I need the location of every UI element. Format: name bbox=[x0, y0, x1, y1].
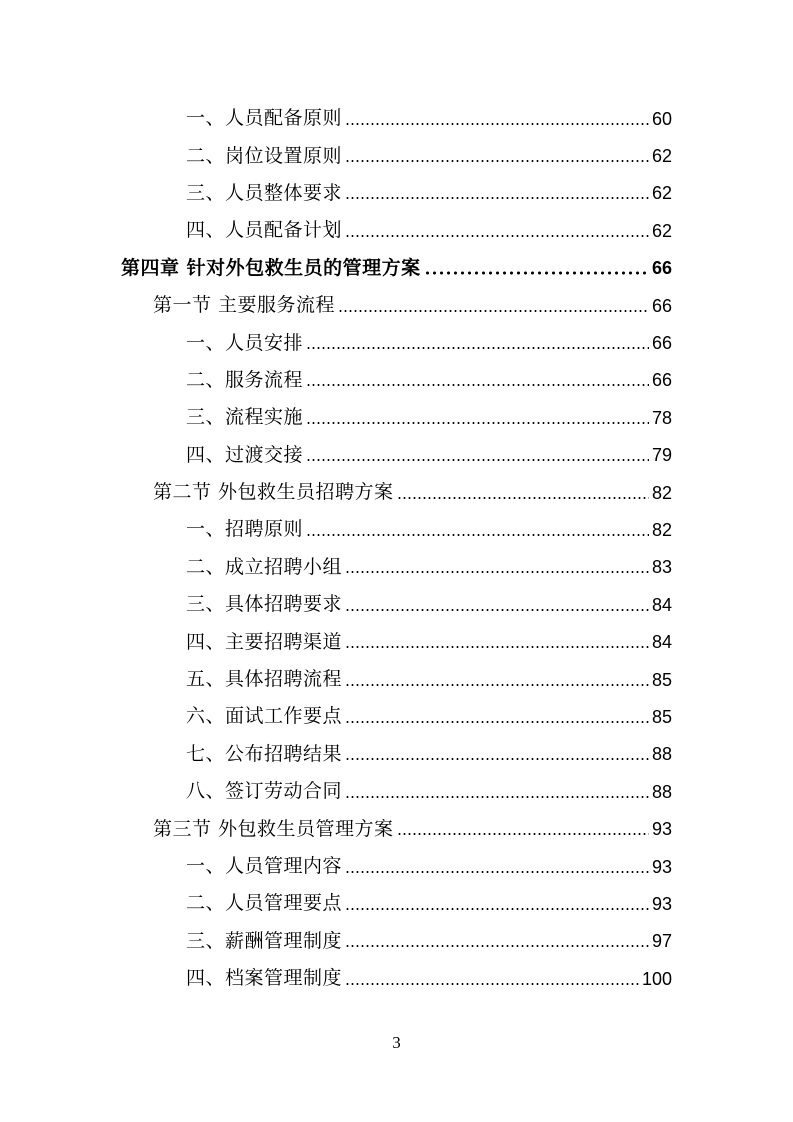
toc-entry-page: 93 bbox=[651, 856, 672, 877]
toc-entry-page: 82 bbox=[651, 482, 672, 503]
dot-leader bbox=[345, 608, 649, 612]
dot-leader bbox=[345, 795, 649, 799]
toc-entry-item[interactable] bbox=[0, 736, 793, 773]
toc-entry-chapter[interactable] bbox=[0, 250, 793, 287]
toc-entry-item[interactable] bbox=[0, 324, 793, 361]
toc-entry-item[interactable] bbox=[0, 848, 793, 885]
dot-leader bbox=[345, 159, 649, 163]
toc-entry-item[interactable] bbox=[0, 586, 793, 623]
toc-entry-label: 第四章 针对外包救生员的管理方案 bbox=[121, 256, 421, 279]
toc-entry-item[interactable] bbox=[0, 399, 793, 436]
toc-entry-item[interactable] bbox=[0, 698, 793, 735]
toc-entry-page: 66 bbox=[651, 258, 672, 279]
toc-entry-page: 79 bbox=[651, 445, 672, 466]
toc-entry-label: 六、面试工作要点 bbox=[186, 705, 343, 728]
toc-entry-label: 第二节 外包救生员招聘方案 bbox=[153, 481, 394, 504]
toc-entry-page: 93 bbox=[651, 819, 672, 840]
dot-leader bbox=[306, 383, 649, 387]
dot-leader bbox=[345, 683, 649, 687]
toc-entry-item[interactable] bbox=[0, 773, 793, 810]
toc-entry-label: 八、签订劳动合同 bbox=[186, 780, 343, 803]
toc-entry-label: 三、薪酬管理制度 bbox=[186, 929, 343, 952]
toc-entry-page: 62 bbox=[651, 183, 672, 204]
toc-entry-label: 三、具体招聘要求 bbox=[186, 593, 343, 616]
dot-leader bbox=[306, 533, 649, 537]
toc-entry-label: 一、人员管理内容 bbox=[186, 855, 343, 877]
toc-entry-item[interactable] bbox=[0, 661, 793, 698]
dot-leader bbox=[345, 907, 649, 911]
dot-leader bbox=[306, 346, 649, 350]
toc-entry-page: 66 bbox=[651, 370, 672, 391]
toc-entry-item[interactable] bbox=[0, 923, 793, 960]
toc-entry-page: 83 bbox=[651, 557, 672, 578]
dot-leader bbox=[397, 832, 649, 836]
toc-entry-label: 二、人员管理要点 bbox=[186, 892, 343, 915]
toc-entry-item[interactable] bbox=[0, 212, 793, 249]
dot-leader bbox=[306, 458, 649, 462]
toc-entry-page: 62 bbox=[651, 146, 672, 167]
toc-entry-label: 五、具体招聘流程 bbox=[186, 668, 343, 691]
dot-leader bbox=[345, 720, 649, 724]
dot-leader bbox=[345, 944, 649, 948]
toc-entry-page: 93 bbox=[651, 893, 672, 914]
toc-entry-item[interactable] bbox=[0, 623, 793, 660]
toc-entry-section[interactable] bbox=[0, 287, 793, 324]
table-of-contents bbox=[0, 100, 793, 997]
dot-leader bbox=[345, 757, 649, 761]
toc-entry-item[interactable] bbox=[0, 175, 793, 212]
toc-entry-label: 二、服务流程 bbox=[186, 368, 304, 391]
toc-entry-page: 85 bbox=[651, 669, 672, 690]
toc-entry-item[interactable] bbox=[0, 885, 793, 922]
toc-entry-label: 第三节 外包救生员管理方案 bbox=[153, 817, 394, 840]
toc-entry-label: 三、人员整体要求 bbox=[186, 181, 343, 204]
toc-entry-section[interactable] bbox=[0, 810, 793, 847]
dot-leader bbox=[306, 421, 649, 425]
toc-entry-label: 四、过渡交接 bbox=[186, 443, 304, 466]
toc-entry-page: 66 bbox=[651, 333, 672, 354]
toc-entry-item[interactable] bbox=[0, 437, 793, 474]
toc-entry-label: 一、人员配备原则 bbox=[186, 107, 343, 130]
toc-entry-item[interactable] bbox=[0, 960, 793, 997]
toc-entry-label: 三、流程实施 bbox=[186, 406, 304, 429]
page-number: 3 bbox=[392, 1033, 401, 1052]
toc-entry-page: 85 bbox=[651, 706, 672, 727]
dot-leader bbox=[338, 309, 649, 313]
toc-entry-label: 一、人员安排 bbox=[186, 331, 304, 354]
toc-entry-label: 四、主要招聘渠道 bbox=[186, 630, 343, 653]
toc-entry-page: 100 bbox=[641, 968, 672, 989]
toc-entry-item[interactable] bbox=[0, 362, 793, 399]
toc-entry-page: 66 bbox=[651, 295, 672, 316]
toc-entry-page: 84 bbox=[651, 594, 672, 615]
toc-entry-label: 二、岗位设置原则 bbox=[186, 144, 343, 167]
toc-entry-item[interactable] bbox=[0, 137, 793, 174]
toc-entry-label: 四、人员配备计划 bbox=[186, 219, 343, 242]
dot-leader bbox=[345, 196, 649, 200]
toc-entry-label: 第一节 主要服务流程 bbox=[153, 294, 336, 317]
dot-leader bbox=[345, 122, 649, 126]
toc-entry-page: 62 bbox=[651, 220, 672, 241]
dot-leader bbox=[345, 870, 649, 874]
toc-entry-section[interactable] bbox=[0, 474, 793, 511]
toc-entry-page: 97 bbox=[651, 931, 672, 952]
toc-entry-item[interactable] bbox=[0, 549, 793, 586]
toc-entry-label: 四、档案管理制度 bbox=[186, 967, 343, 990]
dot-leader bbox=[345, 645, 649, 649]
dot-leader bbox=[345, 234, 649, 238]
dot-leader bbox=[424, 271, 649, 275]
toc-entry-item[interactable] bbox=[0, 100, 793, 137]
toc-entry-label: 七、公布招聘结果 bbox=[186, 742, 343, 765]
toc-entry-label: 二、成立招聘小组 bbox=[186, 555, 343, 578]
toc-entry-page: 82 bbox=[651, 519, 672, 540]
dot-leader bbox=[397, 496, 649, 500]
toc-entry-item[interactable] bbox=[0, 511, 793, 548]
toc-entry-page: 78 bbox=[651, 407, 672, 428]
toc-entry-page: 60 bbox=[651, 108, 672, 129]
dot-leader bbox=[345, 570, 649, 574]
toc-entry-page: 88 bbox=[651, 781, 672, 802]
toc-entry-page: 84 bbox=[651, 632, 672, 653]
dot-leader bbox=[345, 982, 639, 986]
toc-entry-label: 一、招聘原则 bbox=[186, 518, 304, 541]
toc-entry-page: 88 bbox=[651, 744, 672, 765]
